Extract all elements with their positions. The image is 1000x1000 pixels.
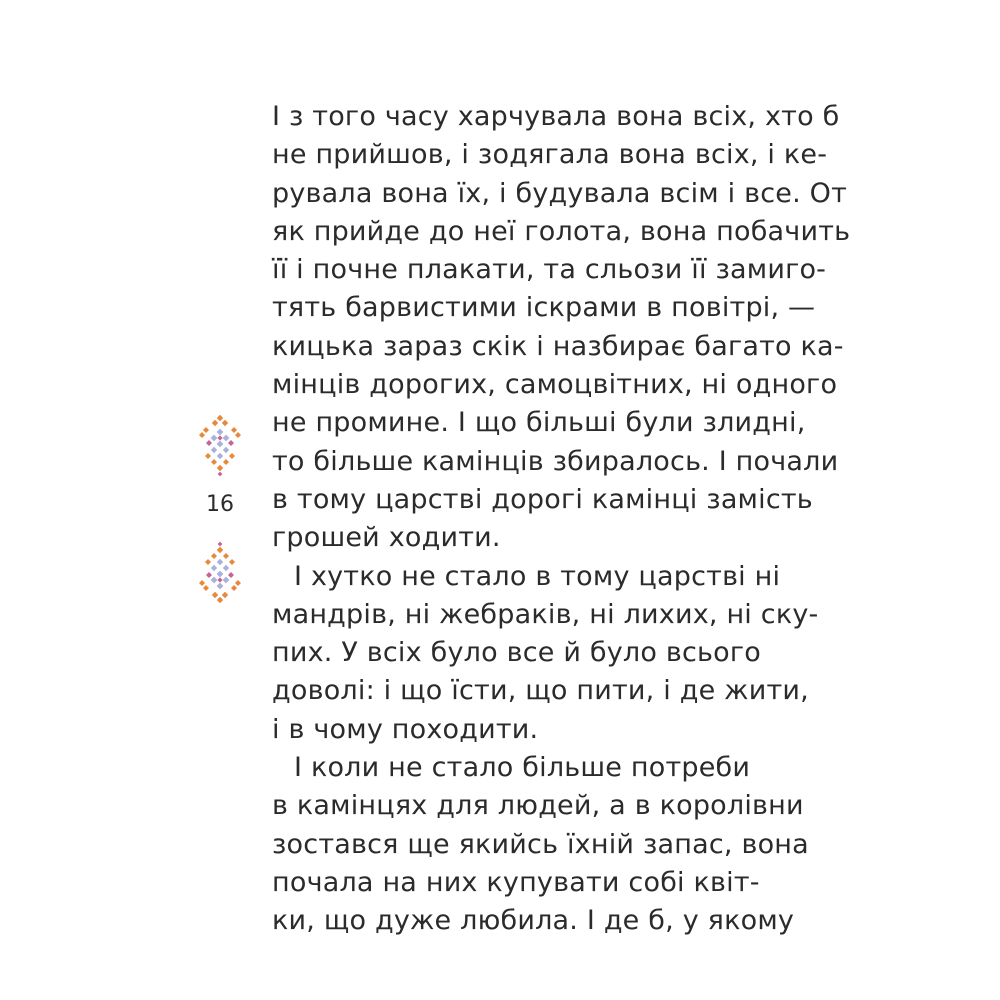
ornament-diamond	[217, 465, 223, 471]
ornament-diamond	[217, 571, 224, 578]
ornament-diamond	[217, 577, 222, 582]
text-line: її і почне плакати, та сльози її замиго-	[272, 254, 827, 286]
ornament-diamond	[217, 415, 223, 421]
text-line: зостався ще якийсь їхній запас, вона	[272, 828, 809, 860]
text-line: то більше камінців збиралось. І почали	[272, 445, 839, 477]
ornament-diamond	[211, 447, 217, 453]
page-number: 16	[206, 492, 234, 517]
body-text	[272, 98, 851, 941]
folk-ornament-bottom-icon	[196, 540, 244, 606]
text-line: не прийшов, і зодягала вона всіх, і ке-	[272, 139, 828, 171]
ornament-diamond	[206, 440, 212, 446]
ornament-diamond	[217, 441, 224, 448]
ornament-diamond	[217, 597, 223, 603]
ornament-diamond	[231, 585, 237, 591]
ornament-diamond	[203, 585, 209, 591]
ornament-diamond	[217, 547, 223, 553]
ornament-diamond	[218, 472, 223, 477]
text-line: мінців дорогих, самоцвітних, ні одного	[272, 369, 838, 401]
page-margin	[196, 412, 244, 612]
ornament-diamond	[217, 435, 222, 440]
text-line: тять барвистими іскрами в повітрі, —	[272, 292, 816, 324]
text-line: не промине. І що більші були злидні,	[272, 407, 806, 439]
ornament-diamond	[211, 577, 218, 584]
ornament-diamond	[223, 553, 229, 559]
text-line: кицька зараз скік і назбирає багато ка-	[272, 330, 844, 362]
text-line: як прийде до неї голота, вона побачить	[272, 215, 851, 247]
text-line: і в чому походити.	[272, 713, 539, 745]
ornament-diamond	[212, 420, 218, 426]
text-line: грошей ходити.	[272, 522, 501, 554]
ornament-diamond	[217, 453, 223, 459]
ornament-diamond	[228, 572, 234, 578]
ornament-diamond	[235, 580, 241, 586]
ornament-diamond	[211, 565, 217, 571]
ornament-diamond	[217, 583, 224, 590]
ornament-diamond	[223, 577, 230, 584]
ornament-diamond	[229, 453, 235, 459]
text-line: І хутко не стало в тому царстві ні	[294, 560, 781, 592]
text-line: в тому царстві дорогі камінці замість	[272, 483, 813, 515]
ornament-diamond	[205, 559, 211, 565]
ornament-diamond	[223, 459, 229, 465]
text-line: в камінцях для людей, а в королівни	[272, 790, 804, 822]
ornament-diamond	[223, 435, 230, 442]
text-line: доволі: і що їсти, що пити, і де жити,	[272, 675, 809, 707]
ornament-diamond	[205, 453, 211, 459]
ornament-diamond	[222, 592, 228, 598]
ornament-diamond	[235, 432, 241, 438]
ornament-diamond	[211, 553, 217, 559]
folk-ornament-top-icon	[196, 412, 244, 478]
text-line: почала на них купувати собі квіт-	[272, 866, 760, 898]
ornament-diamond	[199, 432, 205, 438]
ornament-diamond	[229, 559, 235, 565]
ornament-diamond	[228, 440, 234, 446]
text-line: рувала вона їх, і будувала всім і все. От	[272, 177, 848, 209]
ornament-diamond	[199, 580, 205, 586]
ornament-diamond	[231, 427, 237, 433]
ornament-diamond	[211, 459, 217, 465]
text-line: І коли не стало більше потреби	[294, 752, 751, 784]
ornament-diamond	[222, 420, 228, 426]
ornament-diamond	[212, 592, 218, 598]
ornament-diamond	[203, 427, 209, 433]
ornament-diamond	[223, 565, 229, 571]
ornament-diamond	[218, 542, 223, 547]
text-line: мандрів, ні жебраків, ні лихих, ні ску-	[272, 598, 819, 630]
text-line: пих. У всіх було все й було всього	[272, 637, 761, 669]
ornament-diamond	[217, 559, 223, 565]
ornament-diamond	[206, 572, 212, 578]
ornament-diamond	[211, 435, 218, 442]
ornament-diamond	[223, 447, 229, 453]
ornament-diamond	[217, 429, 224, 436]
text-line: І з того часу харчувала вона всіх, хто б	[272, 101, 840, 132]
text-line: ки, що дуже любила. І де б, у якому	[272, 905, 795, 937]
